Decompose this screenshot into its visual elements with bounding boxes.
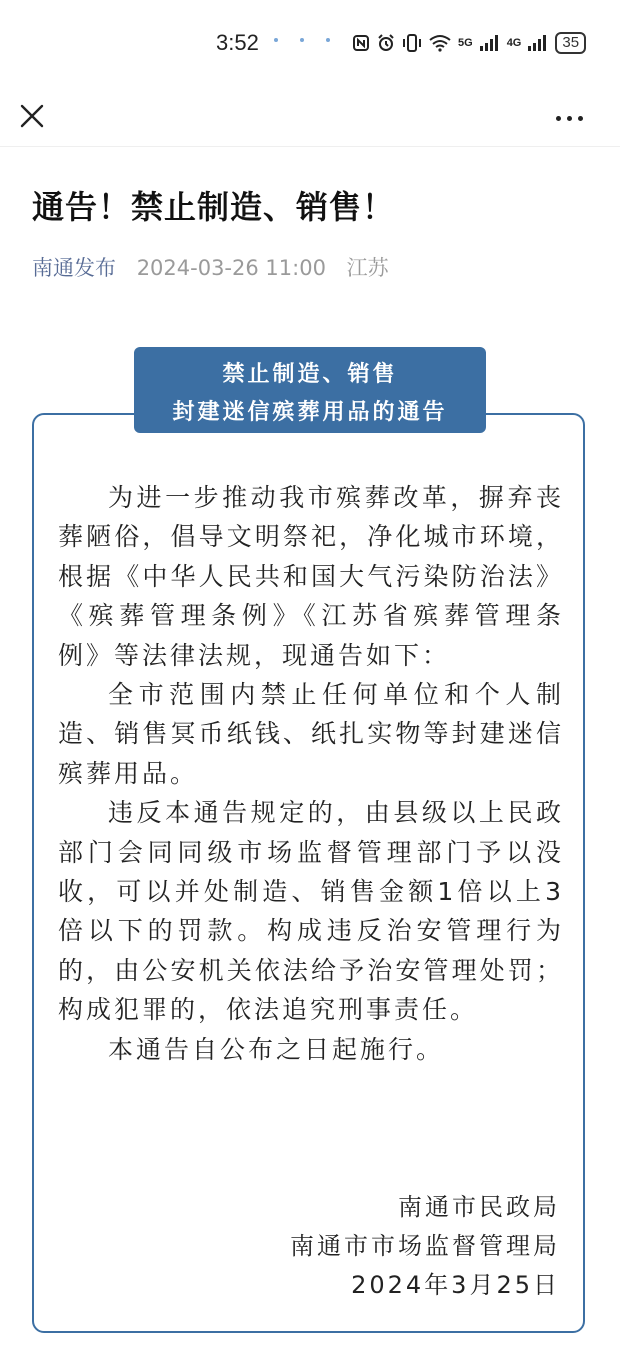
signal-icon [528,35,548,51]
more-dot [556,116,561,121]
status-time: 3:52 [216,30,259,55]
signal-icon [480,35,500,51]
alarm-icon [377,34,395,52]
network-5g-label: 5G [458,37,473,49]
banner-line-2: 封建迷信殡葬用品的通告 [172,400,448,425]
notice-paragraph: 本通告自公布之日起施行。 [108,1034,445,1064]
notice-paragraph: 违反本通告规定的，由县级以上民政部门会同同级市场监督管理部门予以没收，可以并处制造、销售金额1倍以上3倍以下的罚款。构成违反治安管理行为的，由公安机关依法给予治安管理处罚；构成犯罪的，依法追究刑事责任。 [58,798,564,1025]
status-icons [352,32,586,54]
wifi-icon [429,34,451,52]
close-icon [18,102,46,130]
notification-dot [300,38,304,42]
article-title: 通告！禁止制造、销售！ [32,188,396,226]
more-dot [567,116,572,121]
nfc-icon [352,34,370,52]
signature-date: 2024年3月25日 [351,1271,560,1299]
notification-dots [274,38,330,42]
signature-org-1: 南通市民政局 [398,1193,560,1221]
more-options-button[interactable] [556,108,596,128]
author-link[interactable]: 南通发布 [32,256,116,280]
notification-dot [274,38,278,42]
article-meta [32,252,389,282]
notice-paragraph: 为进一步推动我市殡葬改革，摒弃丧葬陋俗，倡导文明祭祀，净化城市环境，根据《中华人民共和国大气污染防治法》《殡葬管理条例》《江苏省殡葬管理条例》等法律法规，现通告如下： [58,483,564,670]
publish-location: 江苏 [346,256,389,280]
banner-line-1: 禁止制造、销售 [222,362,398,387]
notice-banner [134,347,486,433]
vibrate-icon [402,34,422,52]
status-bar [0,0,620,90]
signature-org-2: 南通市市场监督管理局 [290,1232,560,1260]
more-dot [578,116,583,121]
notification-dot [326,38,330,42]
notice-signature [290,1188,560,1305]
publish-date: 2024-03-26 11:00 [136,256,326,280]
notice-body [58,478,564,1069]
battery-indicator: 35 [555,32,586,54]
network-4g-label: 4G [506,37,522,49]
notice-paragraph: 全市范围内禁止任何单位和个人制造、销售冥币纸钱、纸扎实物等封建迷信殡葬用品。 [58,680,564,788]
close-button[interactable] [18,102,46,130]
top-nav-bar [0,90,620,147]
